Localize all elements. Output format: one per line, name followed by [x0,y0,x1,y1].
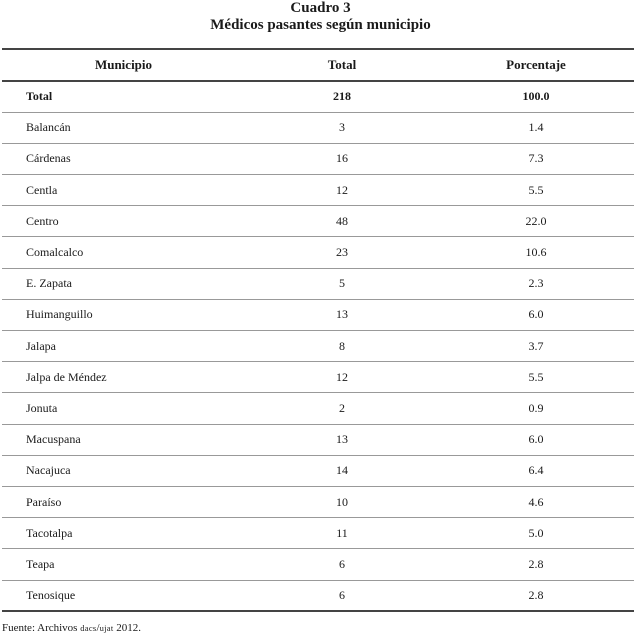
cell-porcentaje: 100.0 [522,89,550,104]
cell-total: 6 [339,587,345,602]
cell-municipio: Jonuta [26,400,58,415]
table-caption-number: Cuadro 3 [290,0,351,16]
cell-porcentaje: 7.3 [528,151,544,166]
table-row [2,299,634,330]
table-row [2,268,634,299]
table-row [2,549,634,580]
cell-municipio: Tenosique [26,587,76,602]
data-table [2,48,634,612]
cell-porcentaje: 5.5 [528,369,544,384]
cell-porcentaje: 2.8 [528,587,544,602]
table-row [2,206,634,237]
cell-municipio: Comalcalco [26,245,84,260]
cell-municipio: Balancán [26,120,71,135]
cell-municipio: Jalpa de Méndez [26,369,107,384]
cell-total: 6 [339,556,345,571]
cell-porcentaje: 6.4 [528,463,544,478]
cell-municipio: Huimanguillo [26,307,93,322]
cell-total: 23 [336,245,348,260]
source-org-dacs: dacs [80,623,97,633]
source-note [2,622,141,634]
cell-porcentaje: 1.4 [528,120,544,135]
cell-total: 8 [339,338,345,353]
source-year: 2012. [113,622,142,634]
cell-municipio: Paraíso [26,494,62,509]
cell-total: 3 [339,120,345,135]
cell-municipio: Tacotalpa [26,525,73,540]
cell-porcentaje: 6.0 [528,307,544,322]
table-row [2,237,634,268]
cell-porcentaje: 6.0 [528,432,544,447]
table-row [2,518,634,549]
cell-municipio: Nacajuca [26,463,71,478]
header-municipio: Municipio [2,49,246,81]
cell-porcentaje: 10.6 [525,245,547,260]
cell-porcentaje: 5.5 [528,182,544,197]
table-row [2,112,634,143]
cell-total: 12 [336,182,348,197]
cell-municipio: Teapa [26,556,55,571]
table-caption-title: Médicos pasantes según municipio [210,17,431,33]
cell-total: 14 [336,463,348,478]
table-row [2,580,634,611]
cell-total: 12 [336,369,348,384]
table-row [2,143,634,174]
cell-porcentaje: 4.6 [528,494,544,509]
table-row [2,486,634,517]
table-row [2,331,634,362]
cell-municipio: Cárdenas [26,151,71,166]
cell-total: 2 [339,400,345,415]
cell-total: 10 [336,494,348,509]
table-row [2,393,634,424]
table-total-row [2,81,634,112]
cell-porcentaje: 3.7 [528,338,544,353]
source-prefix: Fuente: Archivos [2,622,81,634]
header-total: Total [246,49,438,81]
cell-total: 48 [336,213,348,228]
cell-total: 13 [336,432,348,447]
cell-porcentaje: 5.0 [528,525,544,540]
cell-total: 16 [336,151,348,166]
cell-municipio: Centla [26,182,58,197]
cell-municipio: Macuspana [26,432,81,447]
table-header-row [2,49,634,81]
cell-porcentaje: 2.3 [528,276,544,291]
cell-total: 11 [336,525,348,540]
source-org-ujat: ujat [99,623,114,633]
cell-municipio: Jalapa [26,338,56,353]
cell-total: 13 [336,307,348,322]
cell-municipio: E. Zapata [26,276,72,291]
table-row [2,455,634,486]
table-row [2,362,634,393]
cell-municipio: Centro [26,213,59,228]
cell-porcentaje: 0.9 [528,400,544,415]
table-row [2,424,634,455]
source-separator: / [96,622,100,634]
cell-porcentaje: 22.0 [525,213,547,228]
table-row [2,175,634,206]
cell-municipio: Total [26,89,53,104]
cell-porcentaje: 2.8 [528,556,544,571]
cell-total: 5 [339,276,345,291]
header-porcentaje: Porcentaje [438,49,634,81]
cell-total: 218 [333,89,351,104]
